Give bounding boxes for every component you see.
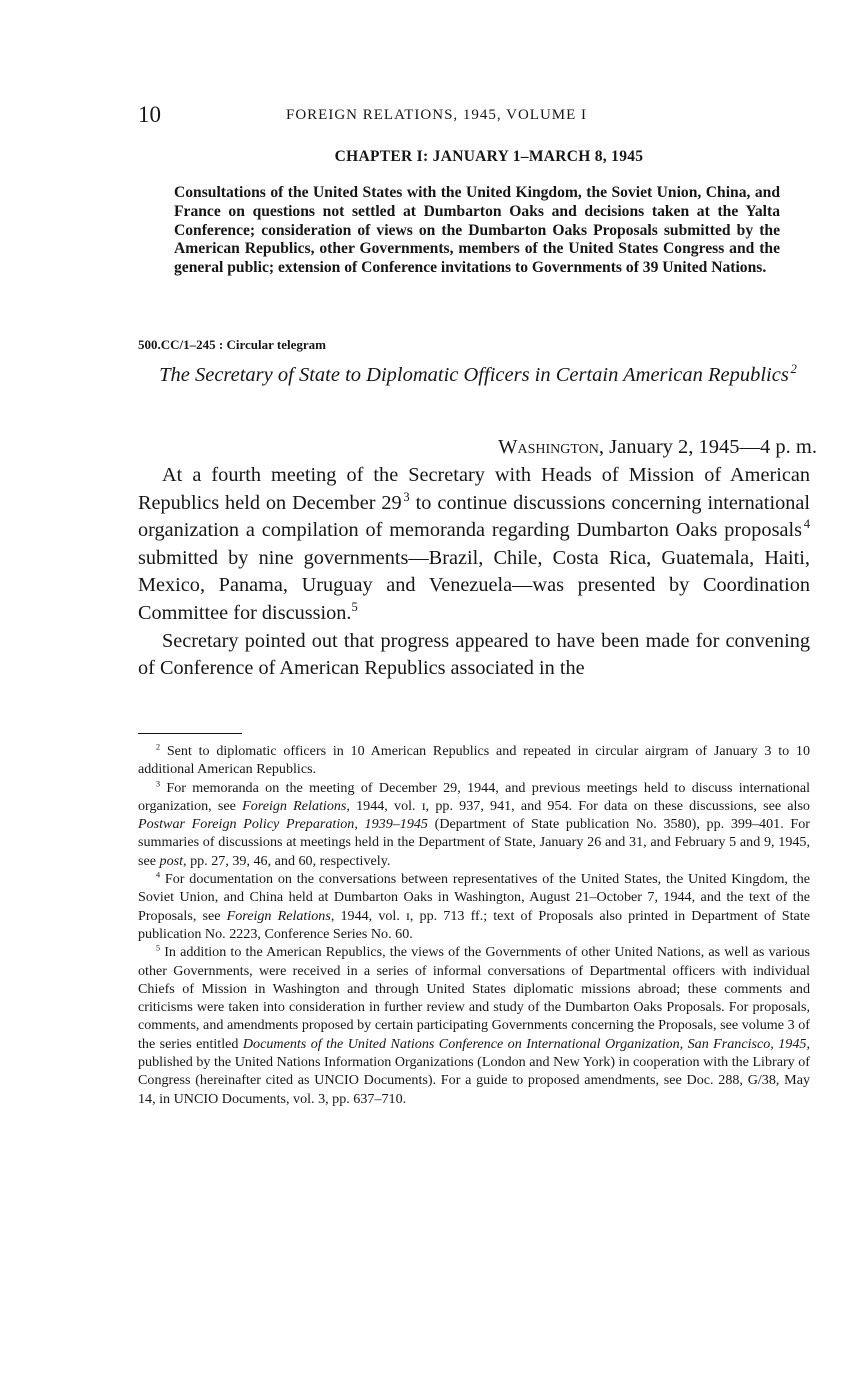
footnote-text: , pp. 27, 39, 46, and 60, respectively. xyxy=(183,852,391,869)
chapter-summary: Consultations of the United States with the United Kingdom, the Soviet Union, China, and France on questions not settled at Dumbarton Oaks and decisions taken at the Yalta Conference; consideration of views on the Dumbarton Oaks Proposals submitted by the American Republics, other Governments, members of the United States Congress and the general public; extension of Conference invitations to Governments of 39 United Nations. xyxy=(174,184,780,277)
footnote-text: , 1944, vol. ɪ, pp. 937, 941, and 954. For data on these discussions, see also xyxy=(346,797,810,814)
footnote-rule xyxy=(138,733,242,734)
document-reference: 500.CC/1–245 : Circular telegram xyxy=(138,337,326,352)
footnote-text: Sent to diplomatic officers in 10 American Republics and repeated in circular airgram of January 3 to 10 additional American Republics. xyxy=(138,743,810,778)
body-text-segment: submitted by nine governments—Brazil, Chile, Costa Rica, Guatemala, Haiti, Mexico, Panama, Uruguay and Venezuela—was presented by Coordination Committee for discussion. xyxy=(138,546,810,624)
footnote-5 xyxy=(138,943,810,1108)
chapter-title: CHAPTER I: JANUARY 1–MARCH 8, 1945 xyxy=(334,148,644,165)
page-number: 10 xyxy=(138,102,161,127)
body-text-segment: At a fourth meeting of the Secretary with Heads of Mission of American Republics held on December 29 xyxy=(138,464,810,514)
footnote-mark: 3 xyxy=(156,778,161,788)
footnote-text: In addition to the American Republics, the views of the Governments of other United Nations, as well as various other Governments, were received in a series of informal conversations of Departmental officers with individual Chiefs of Mission in Washington and through United States diplomatic missions abroad; these comments and criticisms were taken into consideration in further review and study of the Dumbarton Oaks Proposals. For proposals, comments, and amendments proposed by certain participating Governments concerning the Proposals, see volume 3 of the series entitled xyxy=(138,944,810,1052)
document-heading xyxy=(138,362,818,389)
footnote-text: For documentation on the conversations between representatives of the United States, the United Kingdom, the Soviet Union, and China held at Dumbarton Oaks in Washington, August 21–October 7, 1944, and the text of the Proposals, see xyxy=(138,871,810,924)
footnote-2 xyxy=(138,742,810,779)
footnote-text: (Department of State publication No. 3580), pp. 399–401. For summaries of discussions at meetings held in the Department of State, January 26 and 31, and February 5 and 9, 1945, see xyxy=(138,816,810,869)
dateline-time: , January 2, 1945—4 p. m. xyxy=(598,436,817,458)
footnote-ref-3: 3 xyxy=(403,489,410,504)
document-heading-text: The Secretary of State to Diplomatic Officers in Certain American Republics xyxy=(159,364,789,386)
footnote-text: , 1944, vol. ɪ, pp. 713 ff.; text of Proposals also printed in Department of State publication No. 2223, Conference Series No. 60. xyxy=(138,907,810,942)
footnote-ref-4: 4 xyxy=(803,517,810,532)
dateline xyxy=(498,436,817,459)
footnote-mark: 4 xyxy=(156,870,161,880)
footnote-text: For memoranda on the meeting of December 29, 1944, and previous meetings held to discuss international organization, see xyxy=(138,779,810,814)
dateline-place: Washington xyxy=(498,436,599,458)
running-title: FOREIGN RELATIONS, 1945, VOLUME I xyxy=(286,107,588,123)
footnote-mark: 2 xyxy=(156,742,161,752)
body-text-segment: Secretary pointed out that progress appeared to have been made for convening of Conference of American Republics associated in the xyxy=(138,629,810,680)
footnote-text: , published by the United Nations Information Organizations (London and New York) in cooperation with the Library of Congress (hereinafter cited as UNCIO Documents). For a guide to proposed amendments, see Doc. 288, G/38, May 14, in UNCIO Documents, vol. 3, pp. 637–710. xyxy=(138,1035,810,1107)
footnote-ref-5: 5 xyxy=(351,600,358,615)
body-text-segment: to continue discussions concerning international organization a compilation of memoranda regarding Dumbarton Oaks proposals xyxy=(138,491,810,542)
footnotes xyxy=(138,742,810,1108)
footnote-4 xyxy=(138,870,810,943)
footnote-citation: Documents of the United Nations Conference on International Organization, San Francisco, 1945 xyxy=(242,1035,807,1052)
footnote-3 xyxy=(138,779,810,870)
body-paragraph xyxy=(138,462,810,628)
telegram-body xyxy=(138,462,810,683)
footnote-mark: 5 xyxy=(156,943,161,953)
body-paragraph xyxy=(138,628,810,683)
footnote-citation: Foreign Relations xyxy=(226,907,331,924)
footnote-citation: post xyxy=(159,852,184,869)
running-head xyxy=(138,102,818,128)
footnote-citation: Foreign Relations xyxy=(242,797,347,814)
footnote-ref-2: 2 xyxy=(790,362,797,377)
footnote-citation: Postwar Foreign Policy Preparation, 1939–1945 xyxy=(138,816,428,833)
